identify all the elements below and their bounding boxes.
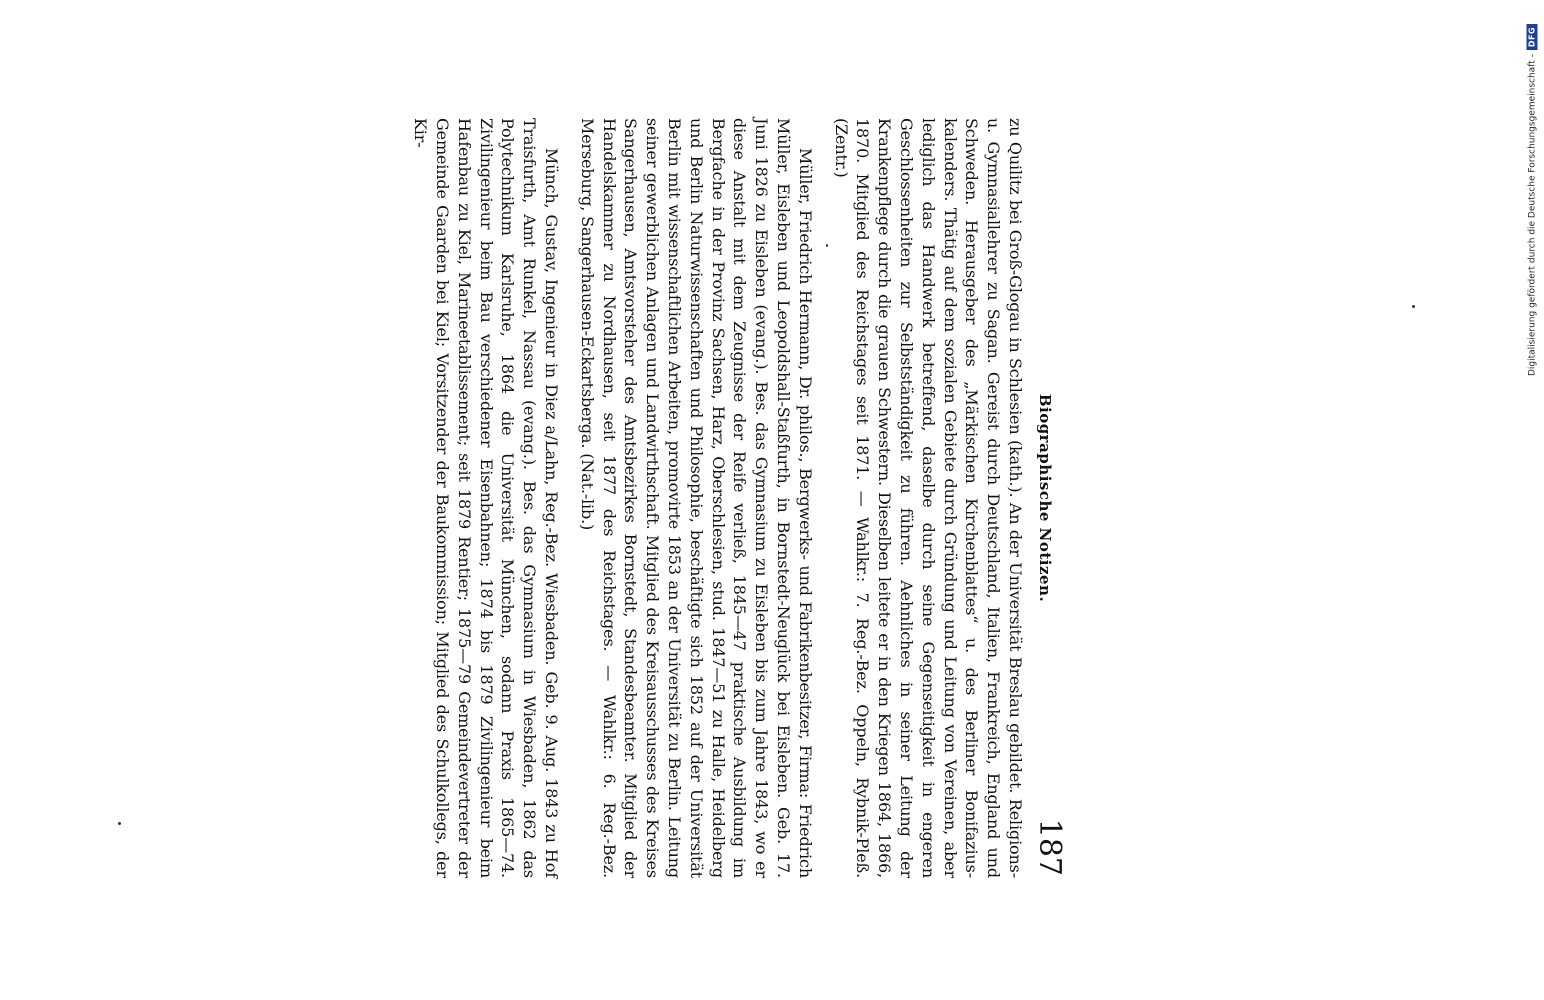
book-page	[411, 118, 1067, 878]
scan-speck	[118, 822, 121, 825]
scan-speck	[826, 244, 828, 247]
dfg-logo-icon: DFG	[1527, 24, 1538, 50]
text-body	[395, 118, 1026, 878]
scan-speck	[1412, 305, 1415, 308]
credit-line	[1527, 24, 1538, 376]
running-title: Biographische Notizen.	[1036, 393, 1054, 603]
biography-entry-mueller: Müller, Friedrich Hermann, Dr. philos., Bergwerks- und Fabrikenbesitzer, Firma: Friedrich Müller, Eisleben und Leopoldshall-Staßfurth, in Bornstedt-Neuglück bei Eisleben. Geb. 17. Juni 1826 zu Eisleben (evang.). Bes. das Gymnasium zu Eisleben bis zum Jahre 1843, wo er diese Anstalt mit dem Zeugnisse der Reife verließ, 1845—47 praktische Ausbildung im Bergfache in der Provinz Sachsen, Harz, Oberschlesien, stud. 1847—51 zu Halle, Heidelberg und Berlin Naturwissenschaften und Philosophie, beschäftigte sich 1852 auf der Universität Berlin mit wissenschaftlichen Arbeiten, promovirte 1853 an der Universität zu Berlin. Leitung seiner gewerblichen Anlagen und Landwirthschaft. Mitglied des Kreisausschusses des Kreises Sangerhausen, Amtsvorsteher des Amtsbezirkes Bornstedt, Standesbeamter. Mitglied der Handelskammer zu Nordhausen, seit 1877 des Reichstages. — Wahlkr.: 6. Reg.-Bez. Merseburg, Sangerhausen-Eckartsberga. (Nat.-lib.)	[577, 118, 815, 878]
biography-entry-continued: zu Quilitz bei Groß-Glogau in Schlesien (kath.). An der Universität Breslau gebildet. Religions- u. Gymnasiallehrer zu Sagan. Gereist durch Deutschland, Italien, Frankreich, England und Schweden. Herausgeber des „Märkischen Kirchenblattes“ u. des Berliner Bonifazius-kalenders. Thätig auf dem sozialen Gebiete durch Gründung und Leitung von Vereinen, aber lediglich das Handwerk betreffend, daselbe durch seine Gegenseitigkeit in engeren Geschlossenheiten zur Selbstständigkeit zu führen. Aehnliches in seiner Leitung der Krankenpflege durch die grauen Schwestern. Dieselben leitete er in den Kriegen 1864, 1866, 1870. Mitglied des Reichstages seit 1871. — Wahlkr.: 7. Reg.-Bez. Oppeln, Rybnik-Pleß. (Zentr.)	[831, 118, 1025, 878]
credit-text: Digitalisierung gefördert durch die Deutsche Forschungsgemeinschaft -	[1527, 54, 1537, 377]
running-head	[1032, 118, 1067, 878]
digitization-credit	[1522, 10, 1542, 390]
biography-entry-muench: Münch, Gustav, Ingenieur in Diez a/Lahn, Reg.-Bez. Wiesbaden. Geb. 9. Aug. 1843 zu Hof Traisfurth, Amt Runkel, Nassau (evang.). Bes. das Gymnasium in Wiesbaden, 1862 das Polytechnikum Karlsruhe, 1864 die Universität München, sodann Praxis 1865—74. Zivilingenieur beim Bau verschiedener Eisenbahnen; 1874 bis 1879 Zivilingenieur beim Hafenbau zu Kiel, Marineetablissement; seit 1879 Rentier; 1875—79 Gemeindevertreter der Gemeinde Gaarden bei Kiel; Vorsitzender der Baukommission; Mitglied des Schulkollegs, der Kir-	[411, 118, 562, 878]
page-number: 187	[1032, 818, 1067, 876]
